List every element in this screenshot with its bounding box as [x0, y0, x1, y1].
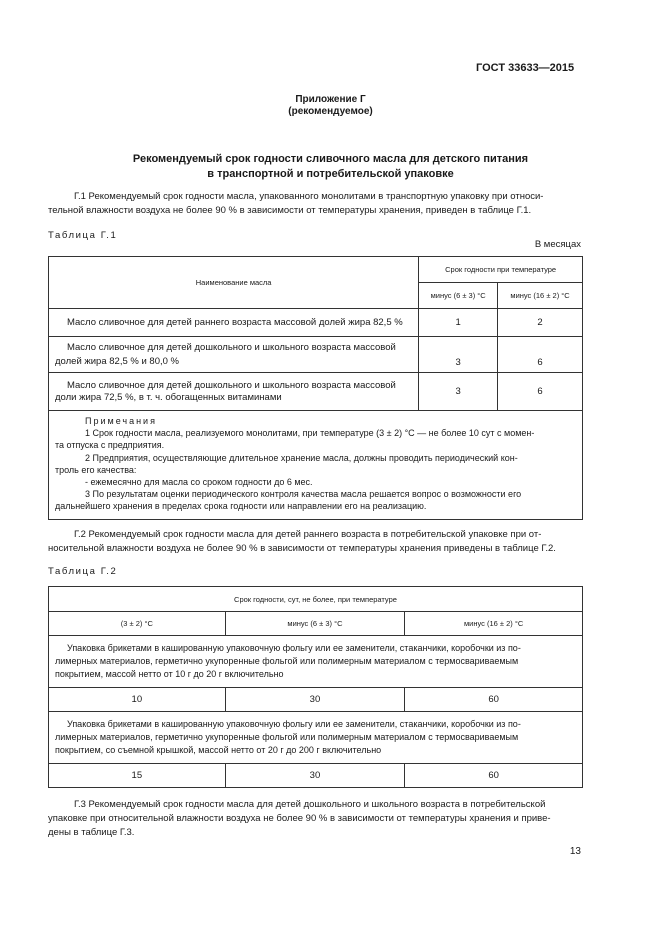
table2-group1-line2: лимерных материалов, герметично укупоренные фольгой или полимерным материалом с термосвариваемым	[55, 656, 519, 666]
paragraph-g3-line2: упаковке при относительной влажности воздуха не более 90 % в зависимости от температуры хранения и приве-	[48, 813, 551, 824]
table1-units: В месяцах	[534, 239, 581, 250]
table1-header-group: Срок годности при температуре	[419, 257, 583, 283]
table1	[48, 256, 583, 520]
appendix-title: Приложение Г	[295, 94, 366, 105]
note1-line2: та отпуска с предприятия.	[55, 440, 165, 451]
table1-row1-v2: 2	[498, 309, 583, 337]
table2-header-col2: минус (6 ± 3) °С	[225, 612, 405, 636]
table2-group1-line3: покрытием, массой нетто от 10 г до 20 г включительно	[55, 669, 284, 679]
table1-row2-v1: 3	[419, 337, 498, 373]
table2-group1-v3: 60	[405, 688, 583, 712]
table2-group1-line1: Упаковка брикетами в кашированную упаковочную фольгу или ее заменители, стаканчики, коробочки из по-	[67, 643, 521, 653]
paragraph-g1-line2: тельной влажности воздуха не более 90 % в зависимости от температуры хранения, приведен в таблице Г.1.	[48, 205, 532, 216]
table1-notes	[49, 411, 583, 520]
table1-row3-name-l2: доли жира 72,5 %, в т. ч. обогащенных витаминами	[55, 391, 282, 403]
table-row	[49, 688, 583, 712]
table-row	[49, 373, 583, 411]
table1-row3-name-l1: Масло сливочное для детей дошкольного и школьного возраста массовой	[67, 379, 396, 391]
table1-row3-v1: 3	[419, 373, 498, 411]
note2-line1: 2 Предприятия, осуществляющие длительное хранение масла, должны проводить периодический кон-	[85, 452, 518, 463]
table1-row2-name-l1: Масло сливочное для детей дошкольного и школьного возраста массовой	[67, 341, 396, 353]
table2-group1-v2: 30	[225, 688, 405, 712]
paragraph-g3	[48, 798, 583, 840]
table1-label: Таблица Г.1	[48, 230, 118, 241]
note3-line1: 3 По результатам оценки периодического контроля качества масла решается вопрос о возможности его	[85, 489, 522, 500]
standard-number: ГОСТ 33633—2015	[476, 62, 575, 74]
paragraph-g1-line1: Г.1 Рекомендуемый срок годности масла, упакованного монолитами в транспортную упаковку при относи-	[74, 191, 544, 202]
table1-header-name: Наименование масла	[49, 257, 419, 309]
note2-line3: - ежемесячно для масла со сроком годности до 6 мес.	[85, 477, 313, 488]
paragraph-g3-line1: Г.3 Рекомендуемый срок годности масла для детей дошкольного и школьного возраста в потребительской	[74, 799, 546, 810]
table2-header-group: Срок годности, сут, не более, при температуре	[49, 587, 583, 612]
table2-group1-v1: 10	[49, 688, 226, 712]
table1-header-col2: минус (16 ± 2) °С	[498, 283, 583, 309]
notes-heading: Примечания	[85, 416, 157, 426]
table1-row2-name-l2: долей жира 82,5 % и 80,0 %	[55, 355, 179, 367]
table2-group2-v2: 30	[225, 764, 405, 788]
table1-row2-v2: 6	[498, 337, 583, 373]
page-number: 13	[569, 846, 581, 857]
table2-group2-v3: 60	[405, 764, 583, 788]
paragraph-g3-line3: дены в таблице Г.3.	[48, 827, 135, 838]
section-title-line2: в транспортной и потребительской упаковке	[207, 168, 454, 180]
paragraph-g2	[48, 528, 583, 556]
note3-line2: дальнейшего хранения в пределах срока годности или направлении его на реализацию.	[55, 501, 427, 512]
paragraph-g2-line2: носительной влажности воздуха не более 90 % в зависимости от температуры хранения приведены в таблице Г.2.	[48, 543, 556, 554]
table2-label: Таблица Г.2	[48, 566, 118, 577]
note2-line2: троль его качества:	[55, 464, 137, 475]
table2-header-col3: минус (16 ± 2) °С	[405, 612, 583, 636]
table1-header-col1: минус (6 ± 3) °С	[419, 283, 498, 309]
section-title-line1: Рекомендуемый срок годности сливочного масла для детского питания	[132, 153, 529, 165]
table2-group2	[49, 712, 583, 764]
table1-row1-name: Масло сливочное для детей раннего возраста массовой долей жира 82,5 %	[49, 309, 419, 337]
appendix-subtitle: (рекомендуемое)	[288, 106, 373, 117]
table1-row3-v2: 6	[498, 373, 583, 411]
table-row	[49, 764, 583, 788]
table2-group2-line1: Упаковка брикетами в кашированную упаковочную фольгу или ее заменители, стаканчики, коробочки из по-	[67, 719, 521, 729]
table2-group1	[49, 636, 583, 688]
table2-group2-line3: покрытием, со съемной крышкой, массой нетто от 20 г до 200 г включительно	[55, 745, 382, 755]
table2-group2-line2: лимерных материалов, герметично укупоренные фольгой или полимерным материалом с термосвариваемым	[55, 732, 519, 742]
table1-row1-v1: 1	[419, 309, 498, 337]
table2-group2-v1: 15	[49, 764, 226, 788]
table-row	[49, 337, 583, 373]
paragraph-g2-line1: Г.2 Рекомендуемый срок годности масла для детей раннего возраста в потребительской упаковке при от-	[74, 529, 542, 540]
note1-line1: 1 Срок годности масла, реализуемого монолитами, при температуре (3 ± 2) °С — не более 10 сут с момен-	[85, 428, 535, 439]
paragraph-g1	[48, 190, 583, 218]
table-row	[49, 309, 583, 337]
table2	[48, 586, 583, 788]
table2-header-col1: (3 ± 2) °С	[49, 612, 226, 636]
